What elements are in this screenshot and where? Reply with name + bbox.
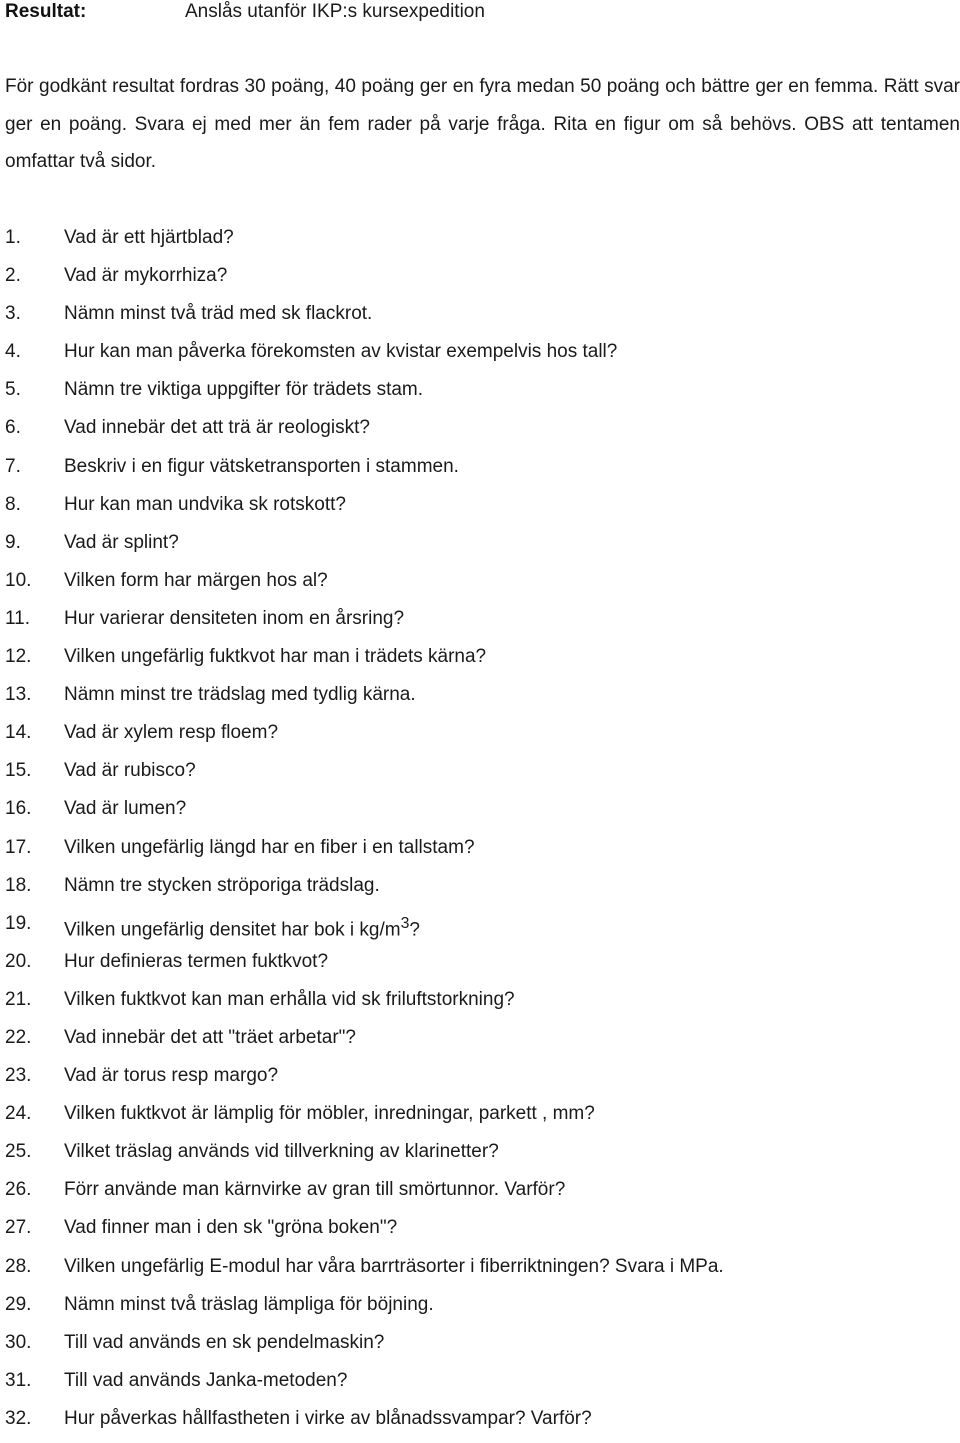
question-number: 15. (5, 760, 32, 782)
question-text (64, 681, 416, 709)
question-text-main: Hur kan man påverka förekomsten av kvistar exempelvis hos tall? (64, 341, 618, 363)
question-item (0, 1062, 960, 1100)
question-item (0, 1176, 960, 1214)
question-number: 17. (5, 836, 32, 858)
question-text-main: Hur påverkas hållfastheten i virke av blånadssvampar? Varför? (64, 1407, 592, 1429)
question-text (64, 300, 372, 328)
question-item (0, 1138, 960, 1176)
question-number: 28. (5, 1255, 32, 1277)
question-number: 16. (5, 798, 32, 820)
question-item (0, 491, 960, 529)
question-number: 21. (5, 988, 32, 1010)
question-text (64, 1291, 434, 1319)
question-text (64, 338, 617, 366)
question-text (64, 643, 486, 671)
question-text-main: Vilken ungefärlig E-modul har våra barrträsorter i fiberriktningen? Svara i MPa. (64, 1255, 724, 1277)
question-item (0, 1291, 960, 1329)
question-text-main: Till vad används en sk pendelmaskin? (64, 1331, 385, 1353)
question-text (64, 414, 370, 442)
question-text (64, 1062, 278, 1090)
question-number: 9. (5, 531, 21, 553)
question-item (0, 986, 960, 1024)
question-text (64, 1138, 499, 1166)
question-text-main: Nämn tre viktiga uppgifter för trädets stam. (64, 379, 424, 401)
question-number: 30. (5, 1331, 32, 1353)
question-text (64, 872, 380, 900)
question-number: 20. (5, 950, 32, 972)
question-item (0, 376, 960, 414)
question-text-main: Nämn minst tre trädslag med tydlig kärna. (64, 684, 416, 706)
question-text-main: Vad innebär det att trä är reologiskt? (64, 417, 370, 439)
question-text-main: Hur definieras termen fuktkvot? (64, 950, 329, 972)
question-text (64, 834, 475, 862)
question-item (0, 300, 960, 338)
question-item (0, 1100, 960, 1138)
question-text (64, 376, 423, 404)
question-text-main: Vilken ungefärlig densitet har bok i kg/m (64, 919, 401, 941)
question-text (64, 605, 404, 633)
question-number: 27. (5, 1217, 32, 1239)
question-text (64, 986, 515, 1014)
question-number: 10. (5, 569, 32, 591)
result-label: Resultat: (5, 1, 87, 22)
question-text-tail: ? (409, 919, 420, 941)
question-text (64, 1024, 356, 1052)
question-item (0, 1024, 960, 1062)
question-item (0, 719, 960, 757)
question-text-main: Vad är lumen? (64, 798, 187, 820)
question-number: 1. (5, 227, 21, 248)
question-text (64, 224, 234, 252)
question-item (0, 338, 960, 376)
question-text-main: Till vad används Janka-metoden? (64, 1369, 348, 1391)
question-text-main: Vilken fuktkvot är lämplig för möbler, inredningar, parkett , mm? (64, 1103, 595, 1125)
question-text-main: Vilket träslag används vid tillverkning av klarinetter? (64, 1141, 499, 1163)
question-item (0, 795, 960, 833)
question-item (0, 605, 960, 643)
question-item (0, 681, 960, 719)
question-number: 25. (5, 1141, 32, 1163)
question-text (64, 491, 346, 519)
question-text-main: Vad är rubisco? (64, 760, 196, 782)
question-number: 24. (5, 1103, 32, 1125)
question-list (0, 224, 960, 1443)
question-number: 12. (5, 646, 32, 668)
question-text-main: Vad är ett hjärtblad? (64, 227, 234, 248)
question-text-main: Hur kan man undvika sk rotskott? (64, 493, 346, 515)
question-number: 6. (5, 417, 21, 439)
question-text (64, 1329, 384, 1357)
result-header (5, 0, 485, 24)
question-text (64, 1214, 397, 1242)
question-text-main: Vilken form har märgen hos al? (64, 569, 328, 591)
instructions-paragraph: För godkänt resultat fordras 30 poäng, 40 poäng ger en fyra medan 50 poäng och bättre ger en femma. Rätt svar ger en poäng. Svara ej med mer än fem rader på varje fråga. Rita en figur om så behövs. OBS att tentamen omfattar två sidor. (5, 76, 960, 172)
question-text-main: Beskriv i en figur vätsketransporten i stammen. (64, 455, 459, 477)
question-text (64, 719, 278, 747)
question-item (0, 262, 960, 300)
question-item (0, 948, 960, 986)
question-item (0, 453, 960, 491)
question-text (64, 1100, 595, 1128)
question-text-main: Vad är splint? (64, 531, 179, 553)
question-item (0, 529, 960, 567)
question-text-main: Vad finner man i den sk "gröna boken"? (64, 1217, 398, 1239)
question-text-main: Vad är mykorrhiza? (64, 265, 228, 287)
question-text (64, 795, 186, 823)
question-text-main: Hur varierar densiteten inom en årsring? (64, 607, 405, 629)
question-text (64, 948, 328, 976)
question-text (64, 567, 328, 595)
question-number: 32. (5, 1407, 32, 1429)
question-item (0, 1329, 960, 1367)
question-number: 4. (5, 341, 21, 363)
question-item (0, 224, 960, 262)
question-item (0, 414, 960, 452)
question-number: 2. (5, 265, 21, 287)
question-text-main: Vad innebär det att "träet arbetar"? (64, 1026, 356, 1048)
question-text (64, 529, 179, 557)
question-text (64, 262, 227, 290)
superscript: 3 (400, 914, 410, 932)
question-item (0, 643, 960, 681)
question-text (64, 1176, 565, 1204)
question-text (64, 453, 459, 481)
question-text-main: Vilken ungefärlig fuktkvot har man i trädets kärna? (64, 646, 487, 668)
question-text-main: Nämn tre stycken ströporiga trädslag. (64, 874, 380, 896)
question-number: 29. (5, 1293, 32, 1315)
question-number: 22. (5, 1026, 32, 1048)
question-item (0, 1253, 960, 1291)
question-number: 8. (5, 493, 21, 515)
question-number: 3. (5, 303, 21, 325)
question-item (0, 757, 960, 795)
question-number: 18. (5, 874, 32, 896)
question-text-main: Vad är xylem resp floem? (64, 722, 279, 744)
question-item (0, 1405, 960, 1443)
question-number: 26. (5, 1179, 32, 1201)
question-text-main: Vilken fuktkvot kan man erhålla vid sk friluftstorkning? (64, 988, 515, 1010)
question-text-main: Nämn minst två träd med sk flackrot. (64, 303, 373, 325)
question-number: 11. (5, 607, 31, 629)
question-item (0, 872, 960, 910)
question-item (0, 910, 960, 948)
question-text (64, 757, 196, 785)
question-item (0, 1367, 960, 1405)
question-item (0, 834, 960, 872)
question-text (64, 1367, 347, 1395)
question-text (64, 1253, 724, 1281)
question-text-main: Förr använde man kärnvirke av gran till smörtunnor. Varför? (64, 1179, 566, 1201)
question-text-main: Nämn minst två träslag lämpliga för böjning. (64, 1293, 434, 1315)
question-item (0, 567, 960, 605)
question-number: 31. (5, 1369, 32, 1391)
question-text (64, 1405, 592, 1433)
question-number: 5. (5, 379, 21, 401)
question-text (64, 910, 420, 944)
question-text-main: Vad är torus resp margo? (64, 1065, 279, 1087)
question-number: 14. (5, 722, 32, 744)
question-item (0, 1214, 960, 1252)
question-number: 7. (5, 455, 21, 477)
question-number: 19. (5, 912, 32, 934)
question-text-main: Vilken ungefärlig längd har en fiber i en tallstam? (64, 836, 475, 858)
result-value: Anslås utanför IKP:s kursexpedition (185, 1, 485, 22)
question-number: 23. (5, 1065, 32, 1087)
question-number: 13. (5, 684, 32, 706)
